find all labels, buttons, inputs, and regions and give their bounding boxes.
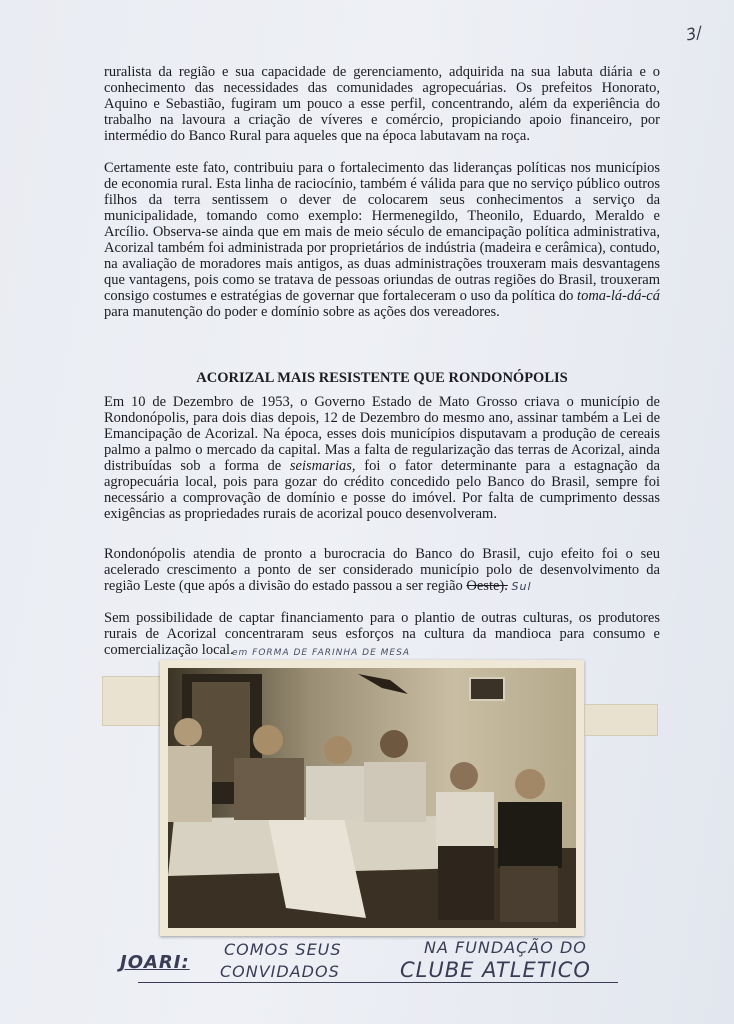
- struck-word: Oeste).: [466, 578, 508, 594]
- paragraph-2-tail: para manutenção do poder e domínio sobre as ações dos vereadores.: [104, 304, 500, 320]
- handwritten-correction: Sul: [511, 580, 532, 593]
- caption-line-4: CLUBE ATLETICO: [400, 958, 591, 982]
- page-number-annotation: 3/: [684, 22, 704, 45]
- group-photo: [168, 668, 576, 928]
- handwritten-caption: [116, 938, 616, 988]
- photograph: [160, 660, 584, 936]
- handwritten-margin-note: em FORMA DE FARINHA DE MESA: [232, 648, 410, 658]
- caption-line-3: NA FUNDAÇÃO DO: [424, 938, 587, 957]
- caption-line-1: COMOS SEUS: [224, 940, 342, 959]
- caption-line-2: CONVIDADOS: [220, 962, 340, 981]
- paragraph-5: Sem possibilidade de captar financiamento para o plantio de outras culturas, os produtores rurais de Acorizal concentraram seus esforços na cultura da mandioca para consumo e comercialização local.: [104, 610, 660, 658]
- paragraph-2-italic: toma-lá-dá-cá: [577, 288, 660, 304]
- caption-underline: [138, 982, 618, 983]
- caption-name: JOARI:: [120, 952, 190, 973]
- photo-illustration: [168, 668, 576, 928]
- paragraph-2-text: Certamente este fato, contribuiu para o fortalecimento das lideranças políticas nos municípios de economia rural. Esta linha de raciocínio, também é válida para que no serviço público outros filhos da terra sentissem o dever de colocarem seus conhecimentos a serviço da municipalidade, tomando como exemplo: Hermenegildo, Theonilo, Eduardo, Meraldo e Arcílio. Observa-se ainda que em mais de meio século de emancipação política administrativa, Acorizal também foi administrada por proprietários de indústria (madeira e cerâmica), contudo, na avaliação de moradores mais antigos, as duas administrações trouxeram mais desvantagens que vantagens, pois como se tratava de pessoas oriundas de outras regiões do Brasil, trouxeram consigo costumes e estratégias de governar que fortaleceram o uso da política do: [104, 160, 660, 304]
- paragraph-3: [104, 394, 660, 522]
- adhesive-tape-right: [584, 704, 658, 736]
- adhesive-tape-left: [102, 676, 166, 726]
- paragraph-3-tail: foi o fator determinante para a estagnação da agropecuária local, pois para gozar do crédito concedido pelo Banco do Brasil, sempre foi necessário a comprovação de domínio e posse do imóvel. Por falta de cumprimento dessas exigências as propriedades rurais de acorizal pouco desenvolveram.: [104, 458, 660, 522]
- section-heading: ACORIZAL MAIS RESISTENTE QUE RONDONÓPOLIS: [196, 370, 568, 386]
- paragraph-1: ruralista da região e sua capacidade de gerenciamento, adquirida na sua labuta diária e o conhecimento das necessidades das comunidades agropecuárias. Os prefeitos Honorato, Aquino e Sebastião, fugiram um pouco a esse perfil, concentrando, além da experiência do trabalho na lavoura a criação de víveres e comércio, propiciando apoio financeiro, por intermédio do Banco Rural para aqueles que na época labutavam na roça.: [104, 64, 660, 144]
- paragraph-4-text: Rondonópolis atendia de pronto a burocracia do Banco do Brasil, cujo efeito foi o seu acelerado crescimento a ponto de ser considerado município polo de desenvolvimento da região Leste (que após a divisão do estado passou a ser região: [104, 546, 660, 594]
- paragraph-3-text: Em 10 de Dezembro de 1953, o Governo Estado de Mato Grosso criava o município de Rondonópolis, para dois dias depois, 12 de Dezembro do mesmo ano, assinar também a Lei de Emancipação de Acorizal. Na época, esses dois municípios disputavam a produção de cereais palmo a palmo o mercado da capital. Mas a falta de regularização das terras de Acorizal, ainda distribuídas sob a forma de: [104, 394, 660, 474]
- paragraph-4: [104, 546, 660, 595]
- paragraph-3-italic: seismarias,: [289, 458, 356, 474]
- paragraph-2: [104, 160, 660, 320]
